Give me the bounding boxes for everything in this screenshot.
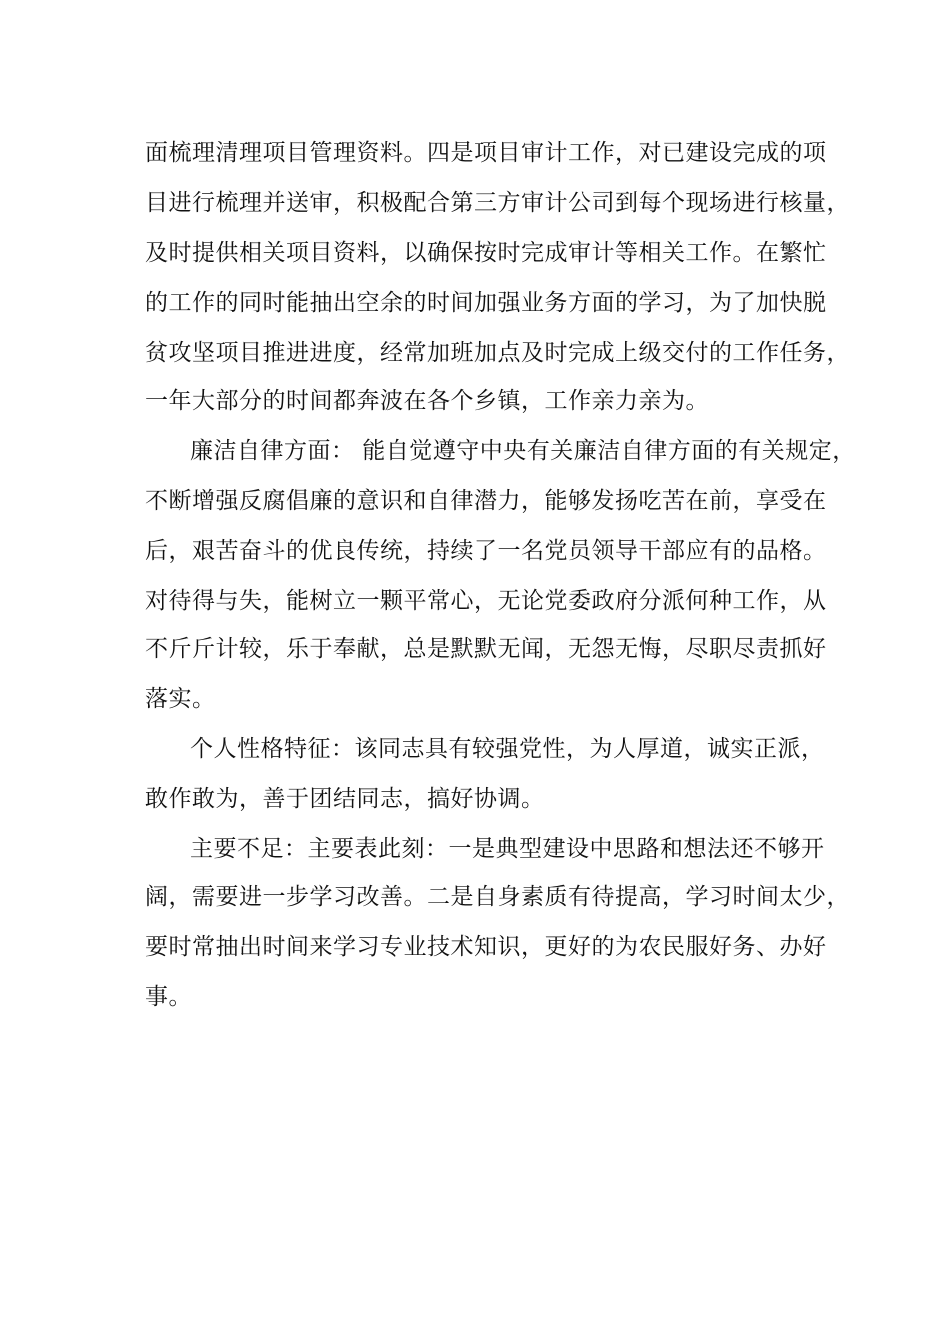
paragraph-heading-line: 主要不足：主要表此刻：一是典型建设中思路和想法还不够开 — [190, 836, 825, 862]
text-line: 一年大部分的时间都奔波在各个乡镇，工作亲力亲为。 — [145, 388, 709, 414]
text-line: 落实。 — [145, 686, 216, 712]
text-line: 不斤斤计较，乐于奉献，总是默默无闻，无怨无悔，尽职尽责抓好 — [145, 636, 827, 662]
paragraph-heading-line: 廉洁自律方面： 能自觉遵守中央有关廉洁自律方面的有关规定， — [190, 438, 856, 464]
text-line: 及时提供相关项目资料，以确保按时完成审计等相关工作。在繁忙 — [145, 240, 827, 266]
text-line: 面梳理清理项目管理资料。四是项目审计工作，对已建设完成的项 — [145, 140, 827, 166]
text-line: 目进行梳理并送审，积极配合第三方审计公司到每个现场进行核量， — [145, 190, 850, 216]
text-line: 不断增强反腐倡廉的意识和自律潜力，能够发扬吃苦在前，享受在 — [145, 488, 827, 514]
text-line: 敢作敢为，善于团结同志，搞好协调。 — [145, 786, 545, 812]
text-line: 的工作的同时能抽出空余的时间加强业务方面的学习，为了加快脱 — [145, 290, 827, 316]
text-line: 阔，需要进一步学习改善。二是自身素质有待提高，学习时间太少， — [145, 884, 850, 910]
paragraph-heading-line: 个人性格特征：该同志具有较强党性，为人厚道，诚实正派， — [190, 736, 825, 762]
text-line: 事。 — [145, 984, 192, 1010]
text-line: 后，艰苦奋斗的优良传统，持续了一名党员领导干部应有的品格。 — [145, 538, 827, 564]
text-line: 贫攻坚项目推进进度，经常加班加点及时完成上级交付的工作任务， — [145, 340, 850, 366]
text-line: 对待得与失，能树立一颗平常心，无论党委政府分派何种工作，从 — [145, 588, 827, 614]
text-line: 要时常抽出时间来学习专业技术知识，更好的为农民服好务、办好 — [145, 934, 827, 960]
